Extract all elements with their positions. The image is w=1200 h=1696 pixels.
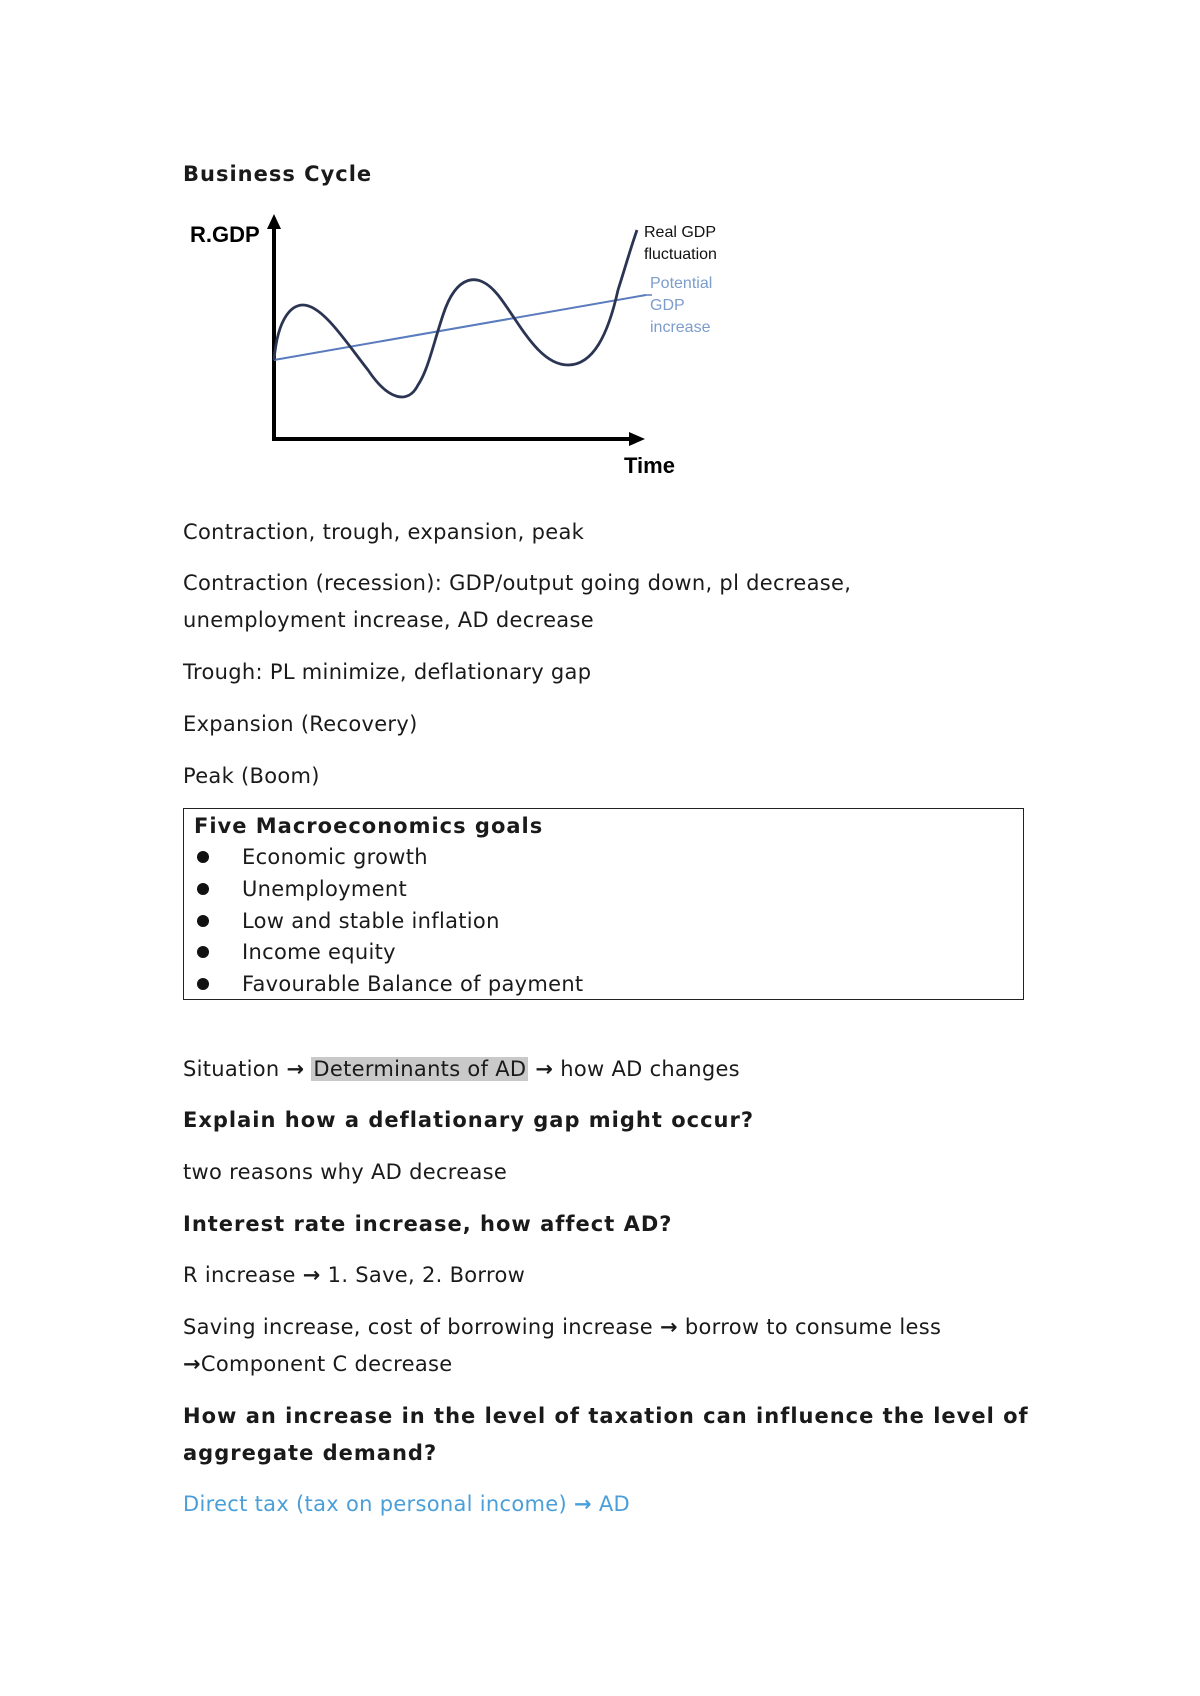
question-interest-rate: Interest rate increase, how affect AD?: [183, 1212, 673, 1236]
potential-gdp-label-line1: Potential: [650, 275, 713, 292]
answer-text: AD: [598, 1492, 630, 1516]
saving-line-1: [183, 1309, 941, 1345]
real-gdp-curve: [274, 230, 637, 397]
bullet-icon: [197, 915, 209, 927]
goal-label: Unemployment: [242, 877, 408, 901]
saving-line-2: [183, 1346, 452, 1382]
arrow-icon: →: [573, 1492, 592, 1516]
trough-line: Trough: PL minimize, deflationary gap: [183, 660, 592, 684]
answer-deflationary-gap: two reasons why AD decrease: [183, 1160, 508, 1184]
goal-label: Low and stable inflation: [242, 909, 500, 933]
answer-taxation: [183, 1486, 630, 1522]
question-taxation-line-2: aggregate demand?: [183, 1441, 438, 1465]
potential-gdp-label-line3: increase: [650, 319, 711, 336]
bullet-icon: [197, 978, 209, 990]
goals-title: Five Macroeconomics goals: [194, 814, 544, 838]
contraction-line-2: unemployment increase, AD decrease: [183, 608, 594, 632]
highlighted-text: Determinants of AD: [313, 1057, 527, 1081]
answer-interest-rate: [183, 1257, 525, 1293]
goals-box: [183, 808, 1024, 1000]
real-gdp-label-line2: fluctuation: [644, 246, 717, 263]
expansion-line: Expansion (Recovery): [183, 712, 418, 736]
answer-text: Direct tax (tax on personal income): [183, 1492, 567, 1516]
arrow-icon: →: [183, 1352, 201, 1376]
situation-text: Situation: [183, 1057, 280, 1081]
goal-item: [194, 969, 583, 999]
bullet-icon: [197, 883, 209, 895]
x-axis-arrow: [629, 432, 645, 446]
question-taxation-line-1: How an increase in the level of taxation can influence the level of: [183, 1404, 1029, 1428]
goal-label: Income equity: [242, 940, 396, 964]
goal-item: [194, 906, 500, 936]
arrow-icon: →: [302, 1263, 321, 1287]
peak-line: Peak (Boom): [183, 764, 320, 788]
contraction-line-1: Contraction (recession): GDP/output going down, pl decrease,: [183, 571, 852, 595]
answer-text: R increase: [183, 1263, 296, 1287]
goal-item: [194, 937, 396, 967]
phases-line: Contraction, trough, expansion, peak: [183, 520, 585, 544]
goal-item: [194, 842, 428, 872]
potential-gdp-line: [274, 295, 646, 360]
goal-label: Favourable Balance of payment: [242, 972, 584, 996]
answer-text: borrow to consume less: [684, 1315, 942, 1339]
arrow-icon: →: [286, 1057, 305, 1081]
arrow-icon: →: [535, 1057, 554, 1081]
goal-item: [194, 874, 407, 904]
situation-result: how AD changes: [560, 1057, 740, 1081]
answer-text: Component C decrease: [200, 1352, 453, 1376]
goal-label: Economic growth: [242, 845, 428, 869]
y-axis-label: R.GDP: [190, 222, 260, 247]
bullet-icon: [197, 851, 209, 863]
potential-gdp-label-line2: GDP: [650, 297, 685, 314]
business-cycle-chart: [178, 205, 738, 490]
real-gdp-label-line1: Real GDP: [644, 224, 717, 241]
bullet-icon: [197, 946, 209, 958]
y-axis-arrow: [267, 214, 281, 229]
page-title: Business Cycle: [183, 162, 373, 186]
x-axis-label: Time: [624, 453, 675, 478]
answer-text: 1. Save, 2. Borrow: [327, 1263, 526, 1287]
answer-text: Saving increase, cost of borrowing increase: [183, 1315, 653, 1339]
situation-line: [183, 1051, 740, 1087]
question-deflationary-gap: Explain how a deflationary gap might occur?: [183, 1108, 755, 1132]
arrow-icon: →: [659, 1315, 678, 1339]
